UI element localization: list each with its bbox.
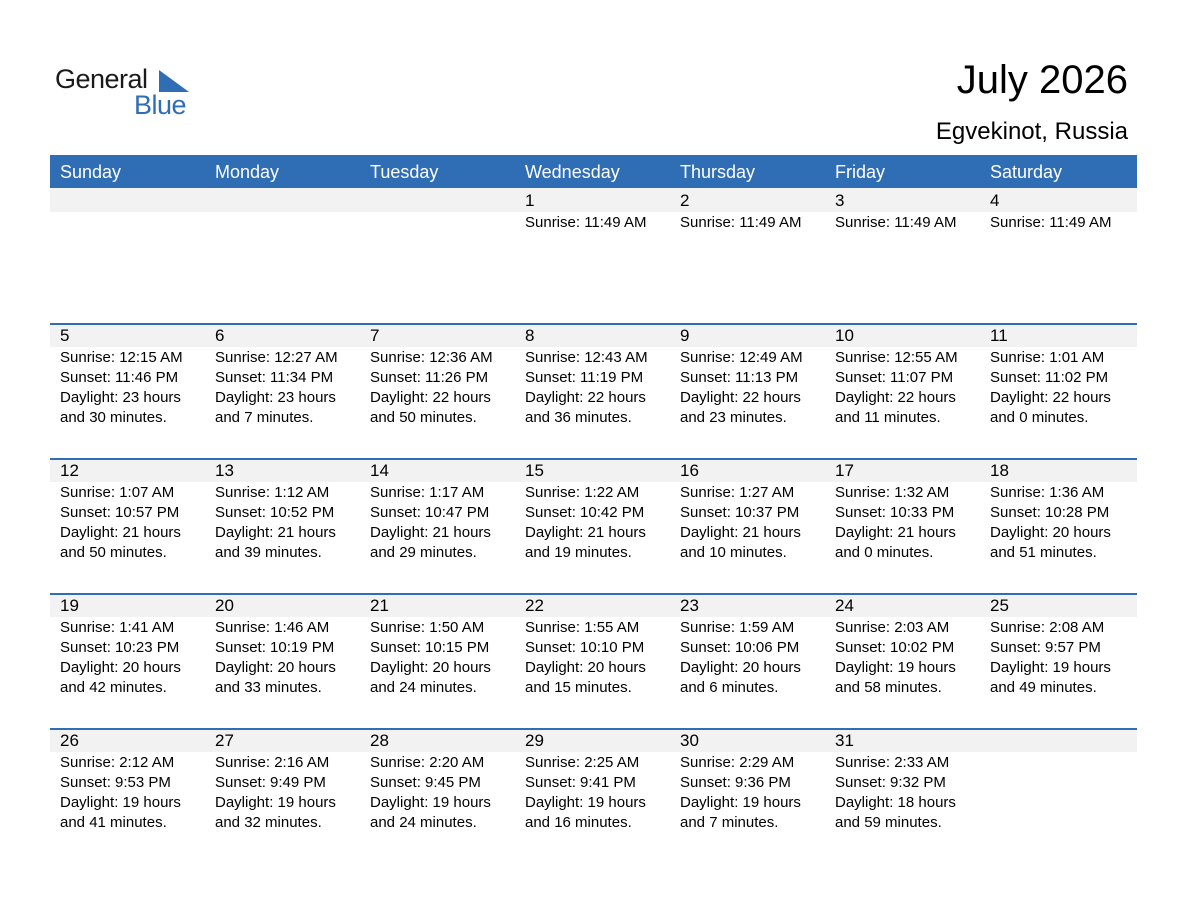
calendar-week	[50, 188, 1137, 323]
day-cell	[980, 458, 1135, 563]
day-number: 16	[680, 461, 699, 480]
day-number: 10	[835, 326, 854, 345]
day-number	[215, 188, 360, 213]
sunrise-text: Sunrise: 1:01 AM	[990, 349, 1105, 366]
daylight-text: and 41 minutes.	[60, 814, 167, 831]
sunset-text: Sunset: 10:47 PM	[370, 504, 490, 521]
sunset-text: Sunset: 10:33 PM	[835, 504, 955, 521]
daylight-text: and 32 minutes.	[215, 814, 322, 831]
sunrise-text: Sunrise: 11:49 AM	[990, 214, 1112, 231]
daylight-text: and 33 minutes.	[215, 679, 322, 696]
weekday-saturday: Saturday	[990, 162, 1063, 182]
day-number: 26	[60, 731, 79, 750]
sunrise-text: Sunrise: 1:59 AM	[680, 619, 795, 636]
daylight-text: Daylight: 19 hours	[680, 794, 801, 811]
sunset-text: Sunset: 10:42 PM	[525, 504, 645, 521]
sunrise-text: Sunrise: 1:50 AM	[370, 619, 485, 636]
daylight-text: and 24 minutes.	[370, 814, 477, 831]
daylight-text: Daylight: 19 hours	[990, 659, 1111, 676]
sunrise-text: Sunrise: 1:17 AM	[370, 484, 485, 501]
day-cell	[825, 458, 980, 563]
daylight-text: Daylight: 21 hours	[680, 524, 801, 541]
day-number: 3	[835, 191, 845, 210]
daylight-text: Daylight: 19 hours	[215, 794, 336, 811]
day-cell	[50, 188, 205, 233]
weekday-tuesday: Tuesday	[370, 162, 439, 182]
day-cell	[980, 323, 1135, 428]
sunset-text: Sunset: 9:36 PM	[680, 774, 791, 791]
day-number: 5	[60, 326, 70, 345]
sunset-text: Sunset: 9:32 PM	[835, 774, 946, 791]
sunrise-text: Sunrise: 12:43 AM	[525, 349, 648, 366]
day-cell	[50, 458, 205, 563]
day-number: 24	[835, 596, 854, 615]
daylight-text: and 7 minutes.	[680, 814, 779, 831]
sunrise-text: Sunrise: 1:46 AM	[215, 619, 330, 636]
daylight-text: Daylight: 20 hours	[370, 659, 491, 676]
day-cell	[205, 728, 360, 833]
day-number: 11	[990, 326, 1008, 345]
day-number: 20	[215, 596, 234, 615]
sunset-text: Sunset: 11:26 PM	[370, 369, 489, 386]
sunset-text: Sunset: 9:49 PM	[215, 774, 326, 791]
day-number	[370, 188, 515, 213]
day-cell	[515, 458, 670, 563]
sunset-text: Sunset: 10:19 PM	[215, 639, 335, 656]
logo-text-general: General	[55, 64, 148, 94]
sunset-text: Sunset: 10:02 PM	[835, 639, 955, 656]
sunrise-text: Sunrise: 1:07 AM	[60, 484, 175, 501]
sunrise-text: Sunrise: 2:12 AM	[60, 754, 175, 771]
daylight-text: and 50 minutes.	[60, 544, 167, 561]
day-number: 13	[215, 461, 234, 480]
daylight-text: Daylight: 20 hours	[215, 659, 336, 676]
daylight-text: and 36 minutes.	[525, 409, 632, 426]
sunset-text: Sunset: 10:52 PM	[215, 504, 335, 521]
daylight-text: Daylight: 20 hours	[60, 659, 181, 676]
day-number: 8	[525, 326, 535, 345]
daylight-text: and 49 minutes.	[990, 679, 1097, 696]
daylight-text: Daylight: 18 hours	[835, 794, 956, 811]
daylight-text: Daylight: 22 hours	[990, 389, 1111, 406]
generalblue-logo	[55, 64, 205, 120]
day-cell	[515, 593, 670, 698]
day-cell	[670, 323, 825, 428]
daylight-text: Daylight: 21 hours	[215, 524, 336, 541]
day-cell	[205, 458, 360, 563]
sunrise-text: Sunrise: 1:22 AM	[525, 484, 640, 501]
daylight-text: Daylight: 21 hours	[370, 524, 491, 541]
sunset-text: Sunset: 9:41 PM	[525, 774, 636, 791]
daylight-text: Daylight: 23 hours	[215, 389, 336, 406]
day-number: 12	[60, 461, 79, 480]
calendar-week	[50, 728, 1137, 863]
sunrise-text: Sunrise: 11:49 AM	[835, 214, 957, 231]
day-number: 30	[680, 731, 699, 750]
daylight-text: and 19 minutes.	[525, 544, 632, 561]
sunrise-text: Sunrise: 11:49 AM	[525, 214, 647, 231]
calendar-title: July 2026	[956, 58, 1128, 102]
day-number: 14	[370, 461, 389, 480]
daylight-text: and 42 minutes.	[60, 679, 167, 696]
sunrise-text: Sunrise: 2:33 AM	[835, 754, 950, 771]
day-number: 6	[215, 326, 225, 345]
daylight-text: and 58 minutes.	[835, 679, 942, 696]
calendar-week	[50, 593, 1137, 728]
day-cell	[980, 188, 1135, 233]
sunset-text: Sunset: 10:28 PM	[990, 504, 1110, 521]
day-number: 7	[370, 326, 380, 345]
calendar-location: Egvekinot, Russia	[935, 118, 1128, 145]
daylight-text: Daylight: 19 hours	[835, 659, 956, 676]
sunset-text: Sunset: 10:37 PM	[680, 504, 800, 521]
daylight-text: and 23 minutes.	[680, 409, 787, 426]
day-cell	[360, 188, 515, 233]
day-number: 25	[990, 596, 1009, 615]
daylight-text: Daylight: 19 hours	[370, 794, 491, 811]
day-number: 21	[370, 596, 389, 615]
daylight-text: and 0 minutes.	[990, 409, 1089, 426]
calendar-grid	[50, 155, 1137, 863]
day-number: 18	[990, 461, 1009, 480]
day-number	[60, 188, 205, 213]
daylight-text: Daylight: 22 hours	[680, 389, 801, 406]
daylight-text: and 10 minutes.	[680, 544, 787, 561]
daylight-text: and 39 minutes.	[215, 544, 322, 561]
daylight-text: and 51 minutes.	[990, 544, 1097, 561]
weekday-monday: Monday	[215, 162, 280, 182]
day-cell	[670, 728, 825, 833]
sunrise-text: Sunrise: 2:08 AM	[990, 619, 1105, 636]
daylight-text: Daylight: 19 hours	[60, 794, 181, 811]
sunrise-text: Sunrise: 1:32 AM	[835, 484, 950, 501]
sunrise-text: Sunrise: 2:25 AM	[525, 754, 640, 771]
day-cell	[515, 188, 670, 233]
day-cell	[980, 593, 1135, 698]
day-number: 1	[525, 191, 535, 210]
logo-text-blue: Blue	[134, 90, 187, 120]
daylight-text: Daylight: 22 hours	[525, 389, 646, 406]
day-number: 27	[215, 731, 234, 750]
sunset-text: Sunset: 11:34 PM	[215, 369, 334, 386]
day-cell	[670, 593, 825, 698]
day-cell	[825, 188, 980, 233]
sunrise-text: Sunrise: 2:03 AM	[835, 619, 950, 636]
calendar-week	[50, 458, 1137, 593]
sunrise-text: Sunrise: 12:27 AM	[215, 349, 338, 366]
day-cell	[205, 188, 360, 233]
calendar-week	[50, 323, 1137, 458]
sunrise-text: Sunrise: 2:29 AM	[680, 754, 795, 771]
sunset-text: Sunset: 9:53 PM	[60, 774, 171, 791]
daylight-text: and 24 minutes.	[370, 679, 477, 696]
day-cell	[825, 593, 980, 698]
weekday-sunday: Sunday	[60, 162, 122, 182]
day-number: 9	[680, 326, 690, 345]
daylight-text: Daylight: 19 hours	[525, 794, 646, 811]
sunrise-text: Sunrise: 1:36 AM	[990, 484, 1105, 501]
day-number: 17	[835, 461, 854, 480]
day-number: 2	[680, 191, 690, 210]
daylight-text: and 15 minutes.	[525, 679, 632, 696]
day-number: 28	[370, 731, 389, 750]
day-number: 15	[525, 461, 544, 480]
sunset-text: Sunset: 10:15 PM	[370, 639, 490, 656]
sunset-text: Sunset: 9:57 PM	[990, 639, 1101, 656]
daylight-text: and 7 minutes.	[215, 409, 314, 426]
sunrise-text: Sunrise: 2:20 AM	[370, 754, 485, 771]
day-number: 19	[60, 596, 79, 615]
sunrise-text: Sunrise: 1:55 AM	[525, 619, 640, 636]
weekday-header	[50, 155, 1137, 188]
day-cell	[205, 593, 360, 698]
sunset-text: Sunset: 11:02 PM	[990, 369, 1109, 386]
day-number: 31	[835, 731, 854, 750]
sunrise-text: Sunrise: 1:41 AM	[60, 619, 175, 636]
day-cell	[50, 323, 205, 428]
sunrise-text: Sunrise: 2:16 AM	[215, 754, 330, 771]
sunset-text: Sunset: 11:19 PM	[525, 369, 644, 386]
daylight-text: Daylight: 20 hours	[990, 524, 1111, 541]
day-cell	[670, 188, 825, 233]
day-cell	[50, 593, 205, 698]
sunrise-text: Sunrise: 12:55 AM	[835, 349, 958, 366]
daylight-text: Daylight: 21 hours	[835, 524, 956, 541]
logo-triangle-icon	[159, 70, 189, 92]
daylight-text: Daylight: 20 hours	[525, 659, 646, 676]
sunset-text: Sunset: 11:46 PM	[60, 369, 179, 386]
daylight-text: Daylight: 21 hours	[525, 524, 646, 541]
day-cell	[515, 728, 670, 833]
day-cell	[980, 728, 1135, 833]
daylight-text: and 50 minutes.	[370, 409, 477, 426]
sunrise-text: Sunrise: 1:27 AM	[680, 484, 795, 501]
day-number: 4	[990, 191, 1000, 210]
day-number	[990, 728, 1135, 753]
daylight-text: Daylight: 20 hours	[680, 659, 801, 676]
sunrise-text: Sunrise: 12:36 AM	[370, 349, 493, 366]
calendar-weeks	[50, 188, 1137, 863]
daylight-text: Daylight: 22 hours	[370, 389, 491, 406]
daylight-text: and 0 minutes.	[835, 544, 934, 561]
sunset-text: Sunset: 10:10 PM	[525, 639, 645, 656]
daylight-text: and 6 minutes.	[680, 679, 779, 696]
daylight-text: and 59 minutes.	[835, 814, 942, 831]
day-number: 23	[680, 596, 699, 615]
sunset-text: Sunset: 11:07 PM	[835, 369, 954, 386]
sunrise-text: Sunrise: 12:15 AM	[60, 349, 183, 366]
day-cell	[360, 593, 515, 698]
day-cell	[205, 323, 360, 428]
sunset-text: Sunset: 9:45 PM	[370, 774, 481, 791]
weekday-friday: Friday	[835, 162, 886, 182]
day-number: 22	[525, 596, 544, 615]
weekday-wednesday: Wednesday	[525, 162, 620, 182]
day-cell	[360, 458, 515, 563]
daylight-text: Daylight: 21 hours	[60, 524, 181, 541]
day-cell	[360, 728, 515, 833]
sunset-text: Sunset: 10:23 PM	[60, 639, 180, 656]
day-number: 29	[525, 731, 544, 750]
day-cell	[670, 458, 825, 563]
daylight-text: and 30 minutes.	[60, 409, 167, 426]
daylight-text: and 11 minutes.	[835, 409, 941, 426]
sunset-text: Sunset: 10:57 PM	[60, 504, 180, 521]
daylight-text: and 16 minutes.	[525, 814, 632, 831]
sunrise-text: Sunrise: 12:49 AM	[680, 349, 803, 366]
weekday-thursday: Thursday	[680, 162, 756, 182]
sunrise-text: Sunrise: 1:12 AM	[215, 484, 330, 501]
sunrise-text: Sunrise: 11:49 AM	[680, 214, 802, 231]
sunset-text: Sunset: 10:06 PM	[680, 639, 800, 656]
day-cell	[360, 323, 515, 428]
daylight-text: and 29 minutes.	[370, 544, 477, 561]
day-cell	[825, 323, 980, 428]
sunset-text: Sunset: 11:13 PM	[680, 369, 799, 386]
day-cell	[515, 323, 670, 428]
daylight-text: Daylight: 23 hours	[60, 389, 181, 406]
daylight-text: Daylight: 22 hours	[835, 389, 956, 406]
day-cell	[50, 728, 205, 833]
day-cell	[825, 728, 980, 833]
